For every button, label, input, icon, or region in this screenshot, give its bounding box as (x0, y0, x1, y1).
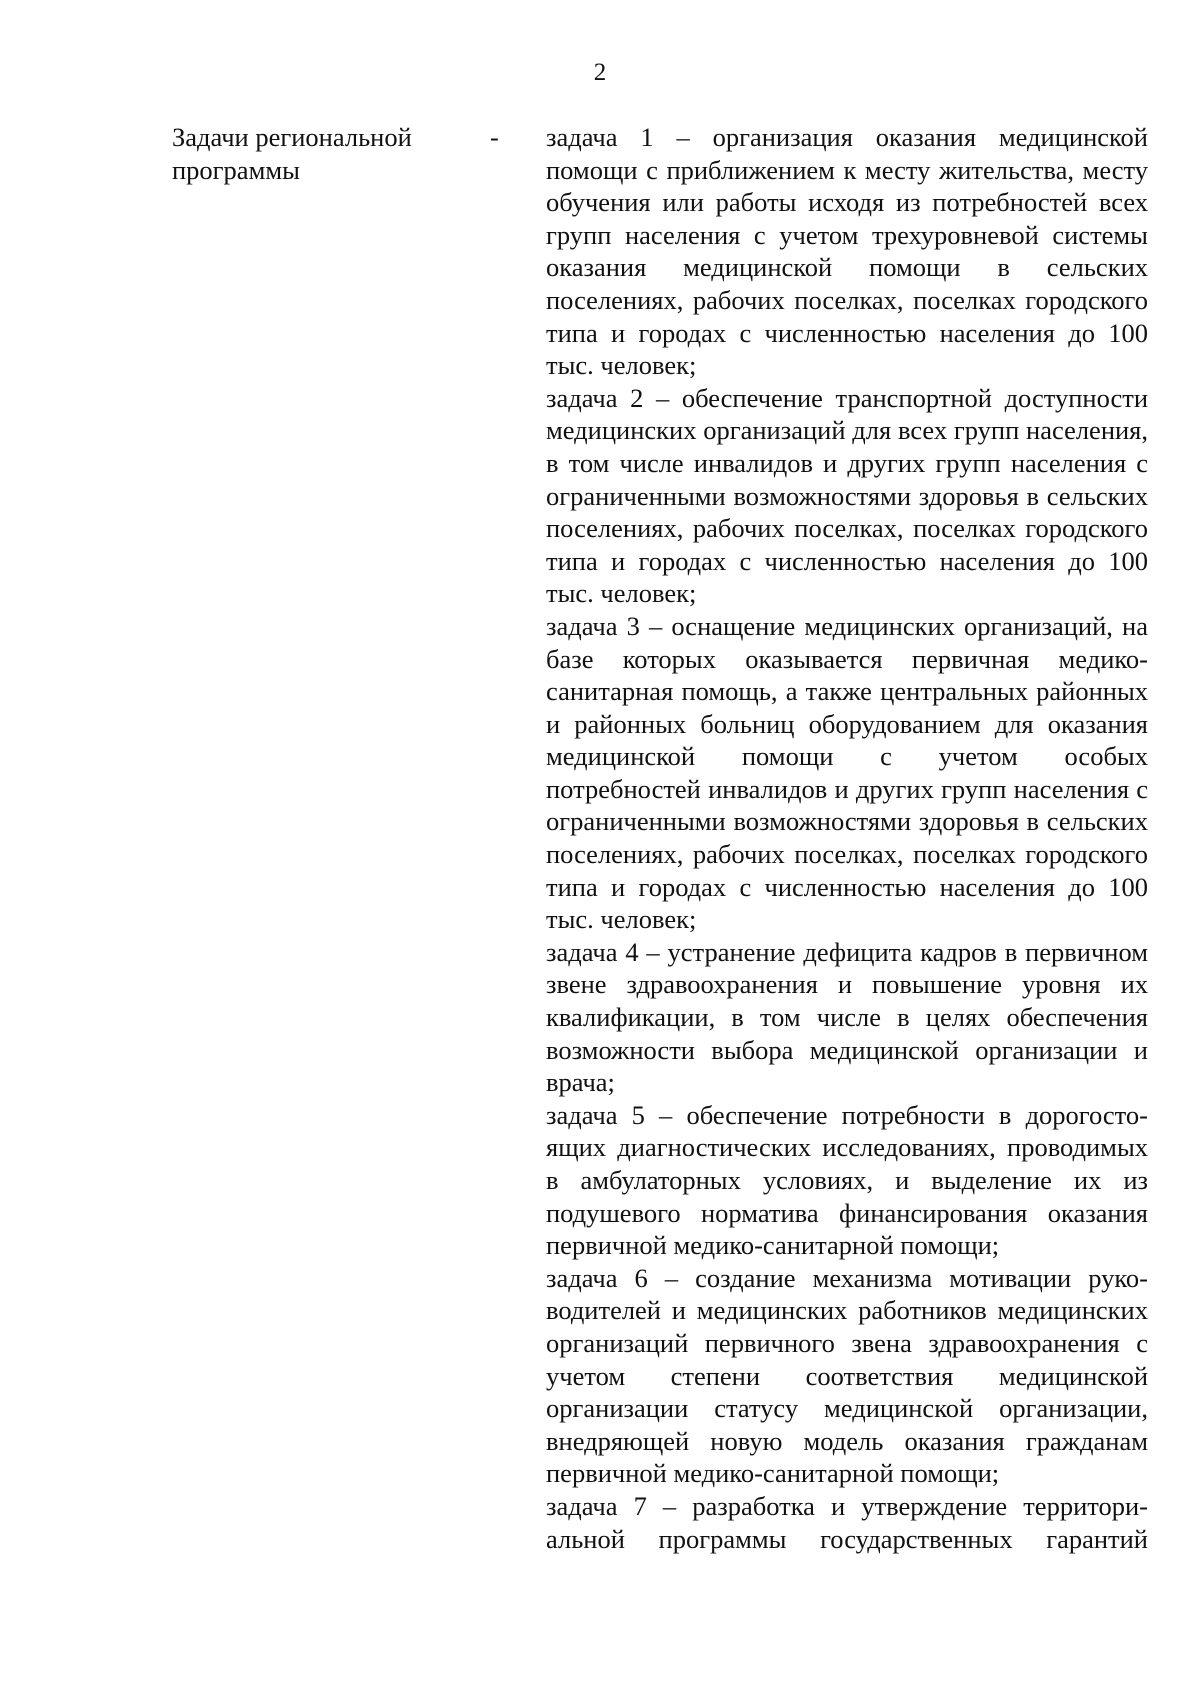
task-item-2: задача 2 – обеспечение транспортной доступности медицинских организаций для всех групп населения, в том числе инвалидов и других групп населения с ограниченными возможностями здоровья в сельских поселениях, рабочих поселках, поселках городского типа и городах с численностью населения до 100 тыс. человек; (546, 382, 1148, 609)
task-item-6: задача 6 – создание механизма мотивации руководителей и медицинских работников медицинских организаций первичного звена здравоохранения с учетом степени соответствия медицинской организации статусу медицинской организации, внедряющей новую модель оказания гражданам первичной медико-санитарной помощи; (546, 1262, 1148, 1489)
label-separator: - (490, 122, 499, 152)
section-label (172, 121, 472, 186)
tasks-list (546, 121, 1148, 1555)
task-item-3: задача 3 – оснащение медицинских организаций, на базе которых оказывается первичная медико-санитарная помощь, а также центральных районных и районных больниц оборудованием для оказания медицинской помощи с учетом особых потребностей инвалидов и других групп населения с ограниченными возможностями здоровья в сельских поселениях, рабочих поселках, поселках городского типа и городах с численностью населения до 100 тыс. человек; (546, 610, 1148, 935)
page-number: 2 (593, 59, 607, 86)
section-label-line2: программы (172, 154, 300, 185)
task-item-5: задача 5 – обеспечение потребности в дорогостоящих диагностических исследованиях, проводимых в амбулаторных условиях, и выделение их из подушевого норматива финансирования оказания первичной медико-санитарной помощи; (546, 1099, 1148, 1261)
task-item-1: задача 1 – организация оказания медицинской помощи с приближением к месту жительства, месту обучения или работы исходя из потребностей всех групп населения с учетом трехуровневой системы оказания медицинской помощи в сельских поселениях, рабочих поселках, поселках городского типа и городах с численностью населения до 100 тыс. человек; (546, 122, 1148, 381)
section-label-line1: Задачи региональной (172, 122, 412, 152)
task-item-4: задача 4 – устранение дефицита кадров в первичном звене здравоохранения и повышение уровня их квалификации, в том числе в целях обеспечения возможности выбора медицинской организации и врача; (546, 936, 1148, 1098)
task-item-7: задача 7 – разработка и утверждение территориальной программы государственных гарантий (546, 1490, 1148, 1554)
